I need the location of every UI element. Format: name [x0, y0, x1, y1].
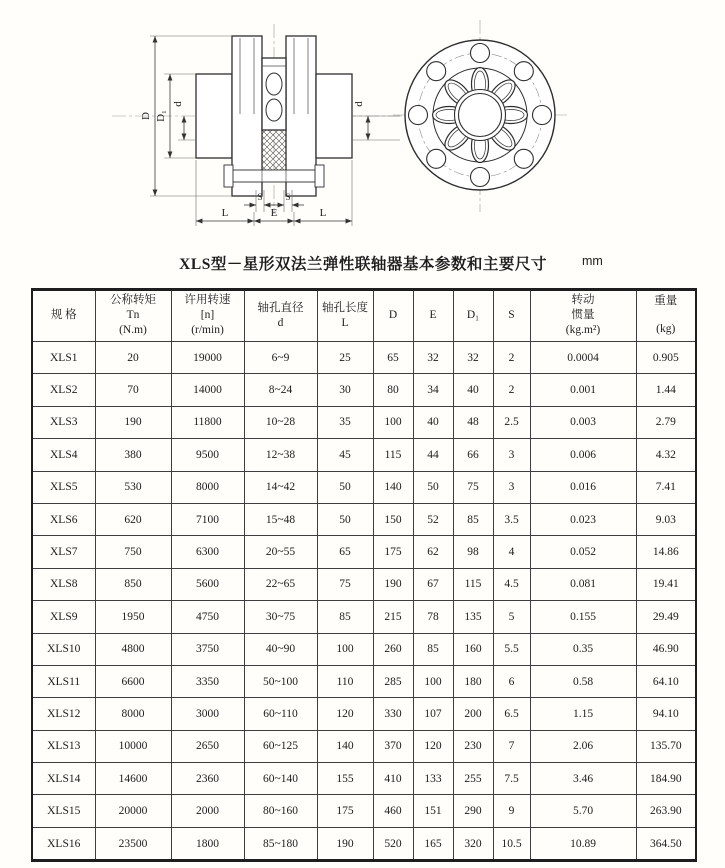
value-cell: 850 — [95, 568, 171, 600]
header-row — [32, 290, 696, 342]
value-cell: 520 — [373, 827, 413, 860]
value-cell: 150 — [373, 503, 413, 535]
value-cell: 2.06 — [530, 730, 636, 762]
coupling-drawing-svg — [0, 0, 725, 250]
value-cell: 155 — [317, 763, 373, 795]
table-row — [32, 730, 696, 762]
value-cell: 370 — [373, 730, 413, 762]
spec-cell: XLS16 — [32, 827, 95, 860]
value-cell: 0.003 — [530, 406, 636, 438]
value-cell: 6.5 — [493, 698, 530, 730]
dimension-d-right — [352, 101, 400, 140]
value-cell: 14~42 — [244, 471, 317, 503]
value-cell: 100 — [317, 633, 373, 665]
column-header: D₁ — [453, 290, 493, 342]
value-cell: 255 — [453, 763, 493, 795]
column-header: 重量 (kg) — [636, 290, 696, 342]
value-cell: 0.081 — [530, 568, 636, 600]
value-cell: 34 — [413, 374, 453, 406]
value-cell: 40 — [453, 374, 493, 406]
value-cell: 190 — [317, 827, 373, 860]
title-row — [31, 252, 695, 278]
value-cell: 120 — [317, 698, 373, 730]
value-cell: 44 — [413, 439, 453, 471]
value-cell: 14.86 — [636, 536, 696, 568]
value-cell: 29.49 — [636, 601, 696, 633]
value-cell: 40~90 — [244, 633, 317, 665]
value-cell: 140 — [317, 730, 373, 762]
value-cell: 45 — [317, 439, 373, 471]
column-header: 公称转矩 Tn (N.m) — [95, 290, 171, 342]
spec-cell: XLS6 — [32, 503, 95, 535]
spec-cell: XLS2 — [32, 374, 95, 406]
value-cell: 410 — [373, 763, 413, 795]
value-cell: 20 — [95, 342, 171, 374]
column-header: E — [413, 290, 453, 342]
value-cell: 0.35 — [530, 633, 636, 665]
value-cell: 19.41 — [636, 568, 696, 600]
value-cell: 0.58 — [530, 665, 636, 697]
table-row — [32, 406, 696, 438]
value-cell: 85~180 — [244, 827, 317, 860]
value-cell: 5.70 — [530, 795, 636, 827]
value-cell: 460 — [373, 795, 413, 827]
spec-cell: XLS15 — [32, 795, 95, 827]
dim-label-E: E — [270, 207, 278, 219]
value-cell: 2 — [493, 374, 530, 406]
value-cell: 30 — [317, 374, 373, 406]
value-cell: 48 — [453, 406, 493, 438]
page-title: XLS型－星形双法兰弹性联轴器基本参数和主要尺寸 — [179, 256, 547, 273]
value-cell: 215 — [373, 601, 413, 633]
value-cell: 11800 — [171, 406, 244, 438]
value-cell: 100 — [373, 406, 413, 438]
value-cell: 2650 — [171, 730, 244, 762]
value-cell: 7.5 — [493, 763, 530, 795]
dim-label-L-right: L — [319, 207, 327, 219]
value-cell: 380 — [95, 439, 171, 471]
value-cell: 0.006 — [530, 439, 636, 471]
value-cell: 3 — [493, 439, 530, 471]
value-cell: 0.905 — [636, 342, 696, 374]
value-cell: 60~125 — [244, 730, 317, 762]
value-cell: 290 — [453, 795, 493, 827]
value-cell: 5 — [493, 601, 530, 633]
table-row — [32, 536, 696, 568]
value-cell: 165 — [413, 827, 453, 860]
value-cell: 263.90 — [636, 795, 696, 827]
spec-cell: XLS3 — [32, 406, 95, 438]
value-cell: 3 — [493, 471, 530, 503]
value-cell: 12~38 — [244, 439, 317, 471]
dim-label-D: D — [140, 112, 152, 120]
table-row — [32, 439, 696, 471]
value-cell: 6~9 — [244, 342, 317, 374]
value-cell: 78 — [413, 601, 453, 633]
value-cell: 30~75 — [244, 601, 317, 633]
value-cell: 190 — [373, 568, 413, 600]
value-cell: 3.46 — [530, 763, 636, 795]
value-cell: 190 — [95, 406, 171, 438]
value-cell: 9 — [493, 795, 530, 827]
spec-cell: XLS12 — [32, 698, 95, 730]
value-cell: 75 — [317, 568, 373, 600]
spec-cell: XLS5 — [32, 471, 95, 503]
column-header: S — [493, 290, 530, 342]
value-cell: 200 — [453, 698, 493, 730]
value-cell: 80~160 — [244, 795, 317, 827]
value-cell: 66 — [453, 439, 493, 471]
value-cell: 180 — [453, 665, 493, 697]
value-cell: 4.32 — [636, 439, 696, 471]
value-cell: 6 — [493, 665, 530, 697]
value-cell: 1.44 — [636, 374, 696, 406]
value-cell: 85 — [413, 633, 453, 665]
value-cell: 9500 — [171, 439, 244, 471]
value-cell: 22~65 — [244, 568, 317, 600]
table-row — [32, 763, 696, 795]
spec-cell: XLS13 — [32, 730, 95, 762]
table-row — [32, 601, 696, 633]
value-cell: 64.10 — [636, 665, 696, 697]
spec-cell: XLS14 — [32, 763, 95, 795]
value-cell: 50 — [413, 471, 453, 503]
value-cell: 3.5 — [493, 503, 530, 535]
front-view — [393, 20, 567, 212]
value-cell: 115 — [373, 439, 413, 471]
value-cell: 0.0004 — [530, 342, 636, 374]
value-cell: 1.15 — [530, 698, 636, 730]
value-cell: 60~110 — [244, 698, 317, 730]
dim-label-D1: D₁ — [155, 110, 167, 122]
value-cell: 6300 — [171, 536, 244, 568]
dim-label-S-left: S — [257, 192, 263, 202]
value-cell: 330 — [373, 698, 413, 730]
value-cell: 6600 — [95, 665, 171, 697]
value-cell: 530 — [95, 471, 171, 503]
value-cell: 100 — [413, 665, 453, 697]
value-cell: 46.90 — [636, 633, 696, 665]
value-cell: 10.5 — [493, 827, 530, 860]
value-cell: 260 — [373, 633, 413, 665]
value-cell: 14600 — [95, 763, 171, 795]
dimension-d-left — [172, 101, 196, 140]
value-cell: 98 — [453, 536, 493, 568]
value-cell: 5.5 — [493, 633, 530, 665]
column-header: 轴孔直径 d — [244, 290, 317, 342]
value-cell: 8000 — [95, 698, 171, 730]
value-cell: 50 — [317, 503, 373, 535]
table-row — [32, 795, 696, 827]
value-cell: 0.001 — [530, 374, 636, 406]
table-row — [32, 633, 696, 665]
spec-cell: XLS4 — [32, 439, 95, 471]
value-cell: 140 — [373, 471, 413, 503]
value-cell: 320 — [453, 827, 493, 860]
value-cell: 85 — [317, 601, 373, 633]
value-cell: 2360 — [171, 763, 244, 795]
table-row — [32, 374, 696, 406]
side-view — [112, 24, 430, 226]
value-cell: 285 — [373, 665, 413, 697]
dim-label-d-right: d — [353, 101, 365, 107]
value-cell: 107 — [413, 698, 453, 730]
value-cell: 120 — [413, 730, 453, 762]
value-cell: 620 — [95, 503, 171, 535]
value-cell: 364.50 — [636, 827, 696, 860]
column-header: 轴孔长度 L — [317, 290, 373, 342]
value-cell: 52 — [413, 503, 453, 535]
table-row — [32, 471, 696, 503]
value-cell: 160 — [453, 633, 493, 665]
value-cell: 70 — [95, 374, 171, 406]
value-cell: 10000 — [95, 730, 171, 762]
value-cell: 2000 — [171, 795, 244, 827]
value-cell: 10.89 — [530, 827, 636, 860]
value-cell: 175 — [373, 536, 413, 568]
value-cell: 0.023 — [530, 503, 636, 535]
value-cell: 750 — [95, 536, 171, 568]
star-element — [433, 68, 528, 163]
value-cell: 184.90 — [636, 763, 696, 795]
value-cell: 20000 — [95, 795, 171, 827]
value-cell: 80 — [373, 374, 413, 406]
value-cell: 67 — [413, 568, 453, 600]
technical-drawing — [0, 0, 725, 250]
spec-table — [31, 288, 697, 862]
spec-cell: XLS1 — [32, 342, 95, 374]
value-cell: 62 — [413, 536, 453, 568]
value-cell: 3350 — [171, 665, 244, 697]
value-cell: 19000 — [171, 342, 244, 374]
value-cell: 4.5 — [493, 568, 530, 600]
value-cell: 32 — [413, 342, 453, 374]
column-header: 转动 惯量 (kg.m²) — [530, 290, 636, 342]
value-cell: 1950 — [95, 601, 171, 633]
value-cell: 3750 — [171, 633, 244, 665]
value-cell: 4 — [493, 536, 530, 568]
value-cell: 50~100 — [244, 665, 317, 697]
unit-label: mm — [582, 254, 603, 268]
value-cell: 25 — [317, 342, 373, 374]
value-cell: 7 — [493, 730, 530, 762]
value-cell: 133 — [413, 763, 453, 795]
dim-label-S-right: S — [285, 192, 291, 202]
value-cell: 5600 — [171, 568, 244, 600]
value-cell: 8000 — [171, 471, 244, 503]
table-row — [32, 503, 696, 535]
table-row — [32, 698, 696, 730]
value-cell: 8~24 — [244, 374, 317, 406]
value-cell: 65 — [317, 536, 373, 568]
value-cell: 4800 — [95, 633, 171, 665]
spec-cell: XLS7 — [32, 536, 95, 568]
value-cell: 94.10 — [636, 698, 696, 730]
value-cell: 2 — [493, 342, 530, 374]
value-cell: 40 — [413, 406, 453, 438]
value-cell: 75 — [453, 471, 493, 503]
value-cell: 151 — [413, 795, 453, 827]
value-cell: 32 — [453, 342, 493, 374]
value-cell: 115 — [453, 568, 493, 600]
spec-cell: XLS8 — [32, 568, 95, 600]
value-cell: 0.155 — [530, 601, 636, 633]
column-header: 许用转速 [n] (r/min) — [171, 290, 244, 342]
table-row — [32, 568, 696, 600]
value-cell: 3000 — [171, 698, 244, 730]
table-body — [32, 342, 696, 861]
spec-cell: XLS10 — [32, 633, 95, 665]
column-header: 规 格 — [32, 290, 95, 342]
value-cell: 20~55 — [244, 536, 317, 568]
value-cell: 0.016 — [530, 471, 636, 503]
value-cell: 0.052 — [530, 536, 636, 568]
value-cell: 65 — [373, 342, 413, 374]
table-header — [32, 290, 696, 342]
value-cell: 15~48 — [244, 503, 317, 535]
value-cell: 135 — [453, 601, 493, 633]
column-header: D — [373, 290, 413, 342]
value-cell: 14000 — [171, 374, 244, 406]
value-cell: 85 — [453, 503, 493, 535]
value-cell: 1800 — [171, 827, 244, 860]
value-cell: 7100 — [171, 503, 244, 535]
dim-label-d-left: d — [172, 101, 184, 107]
spec-cell: XLS9 — [32, 601, 95, 633]
value-cell: 4750 — [171, 601, 244, 633]
value-cell: 230 — [453, 730, 493, 762]
value-cell: 2.79 — [636, 406, 696, 438]
value-cell: 10~28 — [244, 406, 317, 438]
value-cell: 110 — [317, 665, 373, 697]
value-cell: 9.03 — [636, 503, 696, 535]
value-cell: 35 — [317, 406, 373, 438]
value-cell: 7.41 — [636, 471, 696, 503]
table-row — [32, 665, 696, 697]
value-cell: 135.70 — [636, 730, 696, 762]
value-cell: 60~140 — [244, 763, 317, 795]
value-cell: 175 — [317, 795, 373, 827]
value-cell: 50 — [317, 471, 373, 503]
dim-label-L-left: L — [221, 207, 229, 219]
table-row — [32, 827, 696, 860]
value-cell: 2.5 — [493, 406, 530, 438]
table-row — [32, 342, 696, 374]
value-cell: 23500 — [95, 827, 171, 860]
spec-cell: XLS11 — [32, 665, 95, 697]
